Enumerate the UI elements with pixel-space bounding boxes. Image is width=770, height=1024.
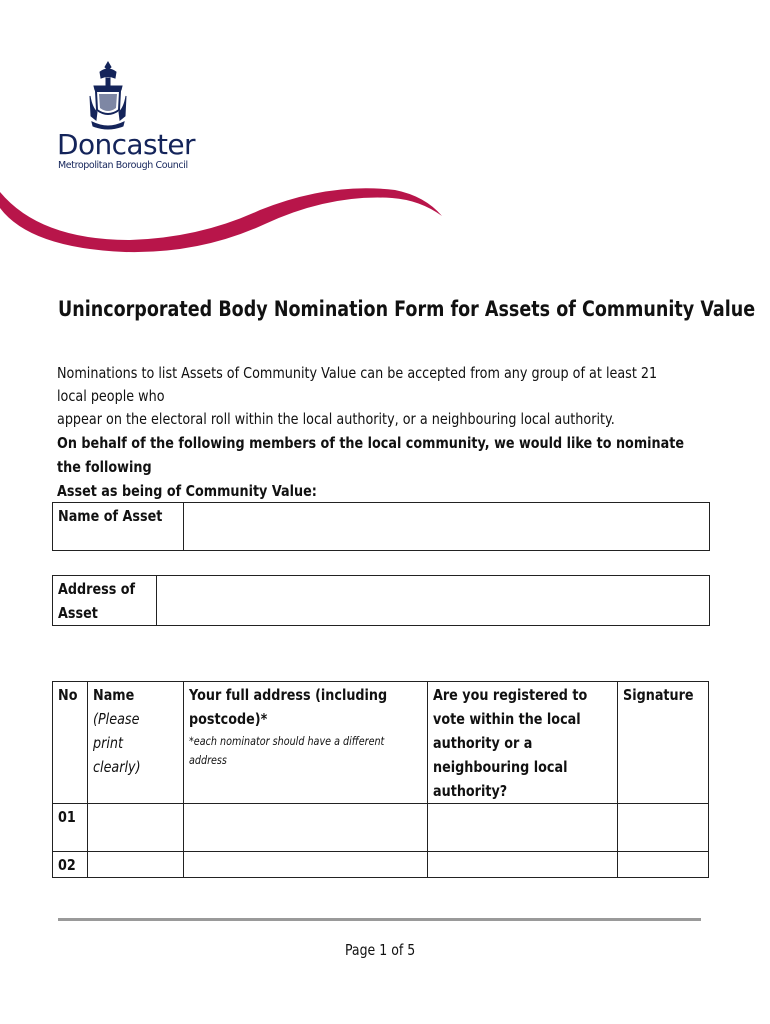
table-row xyxy=(53,804,709,852)
asset-name-table xyxy=(52,502,710,551)
header-address: Your full address (including postcode)* *each nominator should have a different address xyxy=(184,682,427,804)
nominator-address-cell[interactable] xyxy=(184,804,427,852)
page-number: Page 1 of 5 xyxy=(344,941,416,959)
asset-address-field[interactable] xyxy=(157,576,710,626)
intro-line: Nominations to list Assets of Community Value can be accepted from any group of at least 21 local people who xyxy=(57,364,658,405)
header-registered: Are you registered to vote within the local authority or a neighbouring local authority? xyxy=(427,682,618,804)
logo-subtitle: Metropolitan Borough Council xyxy=(58,160,188,171)
nominator-signature-cell[interactable] xyxy=(618,852,709,878)
nominator-address-cell[interactable] xyxy=(184,852,427,878)
intro-paragraph xyxy=(57,362,675,431)
nominator-name-cell[interactable] xyxy=(88,852,184,878)
header-signature: Signature xyxy=(618,682,709,804)
header-name: Name (Please print clearly) xyxy=(88,682,184,804)
logo-wordmark: Doncaster xyxy=(57,128,195,161)
logo-swoosh xyxy=(0,180,445,255)
nominator-registered-cell[interactable] xyxy=(427,804,618,852)
asset-address-label: Address of Asset xyxy=(53,576,157,626)
footer-divider xyxy=(58,918,701,921)
row-number: 02 xyxy=(53,852,88,878)
page-title: Unincorporated Body Nomination Form for Assets of Community Value xyxy=(58,297,756,321)
table-row xyxy=(53,852,709,878)
table-header-row xyxy=(53,682,709,804)
asset-name-label: Name of Asset xyxy=(53,503,184,551)
nominator-signature-cell[interactable] xyxy=(618,804,709,852)
nominators-table xyxy=(52,681,709,878)
statement-line: On behalf of the following members of the local community, we would like to nominate the following xyxy=(57,434,685,476)
nominator-registered-cell[interactable] xyxy=(427,852,618,878)
nominator-name-cell[interactable] xyxy=(88,804,184,852)
row-number: 01 xyxy=(53,804,88,852)
asset-address-table xyxy=(52,575,710,626)
nomination-statement xyxy=(57,431,692,503)
council-crest-logo xyxy=(88,60,128,130)
header-no: No xyxy=(53,682,88,804)
intro-line: appear on the electoral roll within the local authority, or a neighbouring local authority. xyxy=(57,410,615,428)
statement-line: Asset as being of Community Value: xyxy=(57,482,317,500)
asset-name-field[interactable] xyxy=(184,503,710,551)
